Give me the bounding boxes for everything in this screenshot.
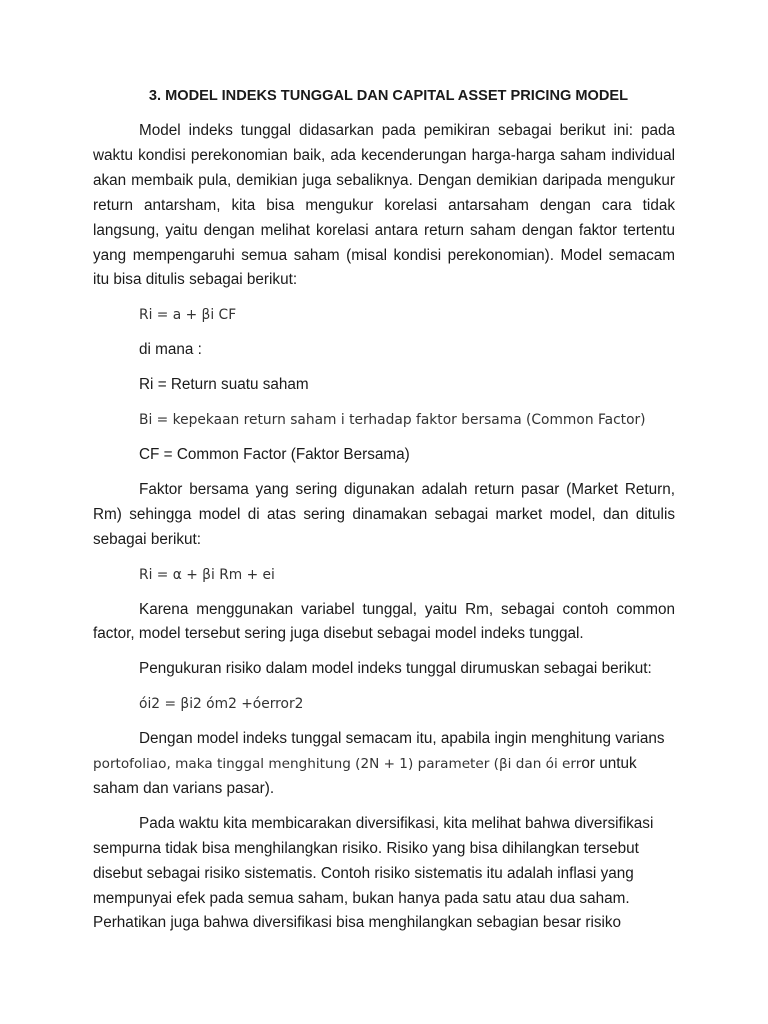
paragraph-single-variable: Karena menggunakan variabel tunggal, yaitu Rm, sebagai contoh common factor, model tersebut sering juga disebut sebagai model indeks tunggal. bbox=[93, 600, 675, 643]
equation-single-index: Ri = a + βi CF bbox=[139, 307, 237, 324]
portfolio-variance-line3: saham dan varians pasar). bbox=[93, 779, 275, 797]
portfolio-variance-line2-light: portofoliao, maka tinggal menghitung (2N + 1) parameter (βi dan όi err bbox=[93, 756, 582, 773]
where-label: di mana : bbox=[139, 341, 202, 359]
document-page bbox=[93, 86, 675, 946]
equation-variance: όi2 = βi2 όm2 +όerror2 bbox=[139, 696, 304, 713]
paragraph-market-model: Faktor bersama yang sering digunakan adalah return pasar (Market Return, Rm) sehingga model di atas sering dinamakan sebagai market model, dan ditulis sebagai berikut: bbox=[93, 480, 675, 548]
definition-cf: CF = Common Factor (Faktor Bersama) bbox=[139, 445, 410, 463]
paragraph-diversification: Pada waktu kita membicarakan diversifikasi, kita melihat bahwa diversifikasi sempurna tidak bisa menghilangkan risiko. Risiko yang bisa dihilangkan tersebut disebut sebagai risiko sistematis. Contoh risiko sistematis itu adalah inflasi yang mempunyai efek pada semua saham, bukan hanya pada satu atau dua saham. Perhatikan juga bahwa diversifikasi bisa menghilangkan sebagian besar risiko bbox=[93, 814, 654, 932]
portfolio-variance-line2-rest: or untuk bbox=[581, 755, 637, 773]
portfolio-variance-line1: Dengan model indeks tunggal semacam itu, apabila ingin menghitung varians bbox=[139, 730, 665, 748]
definition-bi: Bi = kepekaan return saham i terhadap faktor bersama (Common Factor) bbox=[139, 412, 646, 429]
paragraph-portfolio-variance bbox=[93, 727, 675, 802]
paragraph-intro: Model indeks tunggal didasarkan pada pemikiran sebagai berikut ini: pada waktu kondisi perekonomian baik, ada kecenderungan harga-harga saham individual akan membaik pula, demikian juga sebaliknya. Dengan demikian daripada mengukur return antarsham, kita bisa mengukur korelasi antarsaham dengan cara tidak langsung, yaitu dengan melihat korelasi antara return saham dengan faktor tertentu yang mempengaruhi semua saham (misal kondisi perekonomian). Model semacam itu bisa ditulis sebagai berikut: bbox=[93, 122, 675, 289]
section-title: 3. MODEL INDEKS TUNGGAL DAN CAPITAL ASSET PRICING MODEL bbox=[148, 88, 629, 104]
paragraph-risk-measure: Pengukuran risiko dalam model indeks tunggal dirumuskan sebagai berikut: bbox=[139, 660, 652, 678]
equation-market-model: Ri = α + βi Rm + ei bbox=[139, 566, 275, 583]
definition-ri: Ri = Return suatu saham bbox=[139, 376, 309, 394]
